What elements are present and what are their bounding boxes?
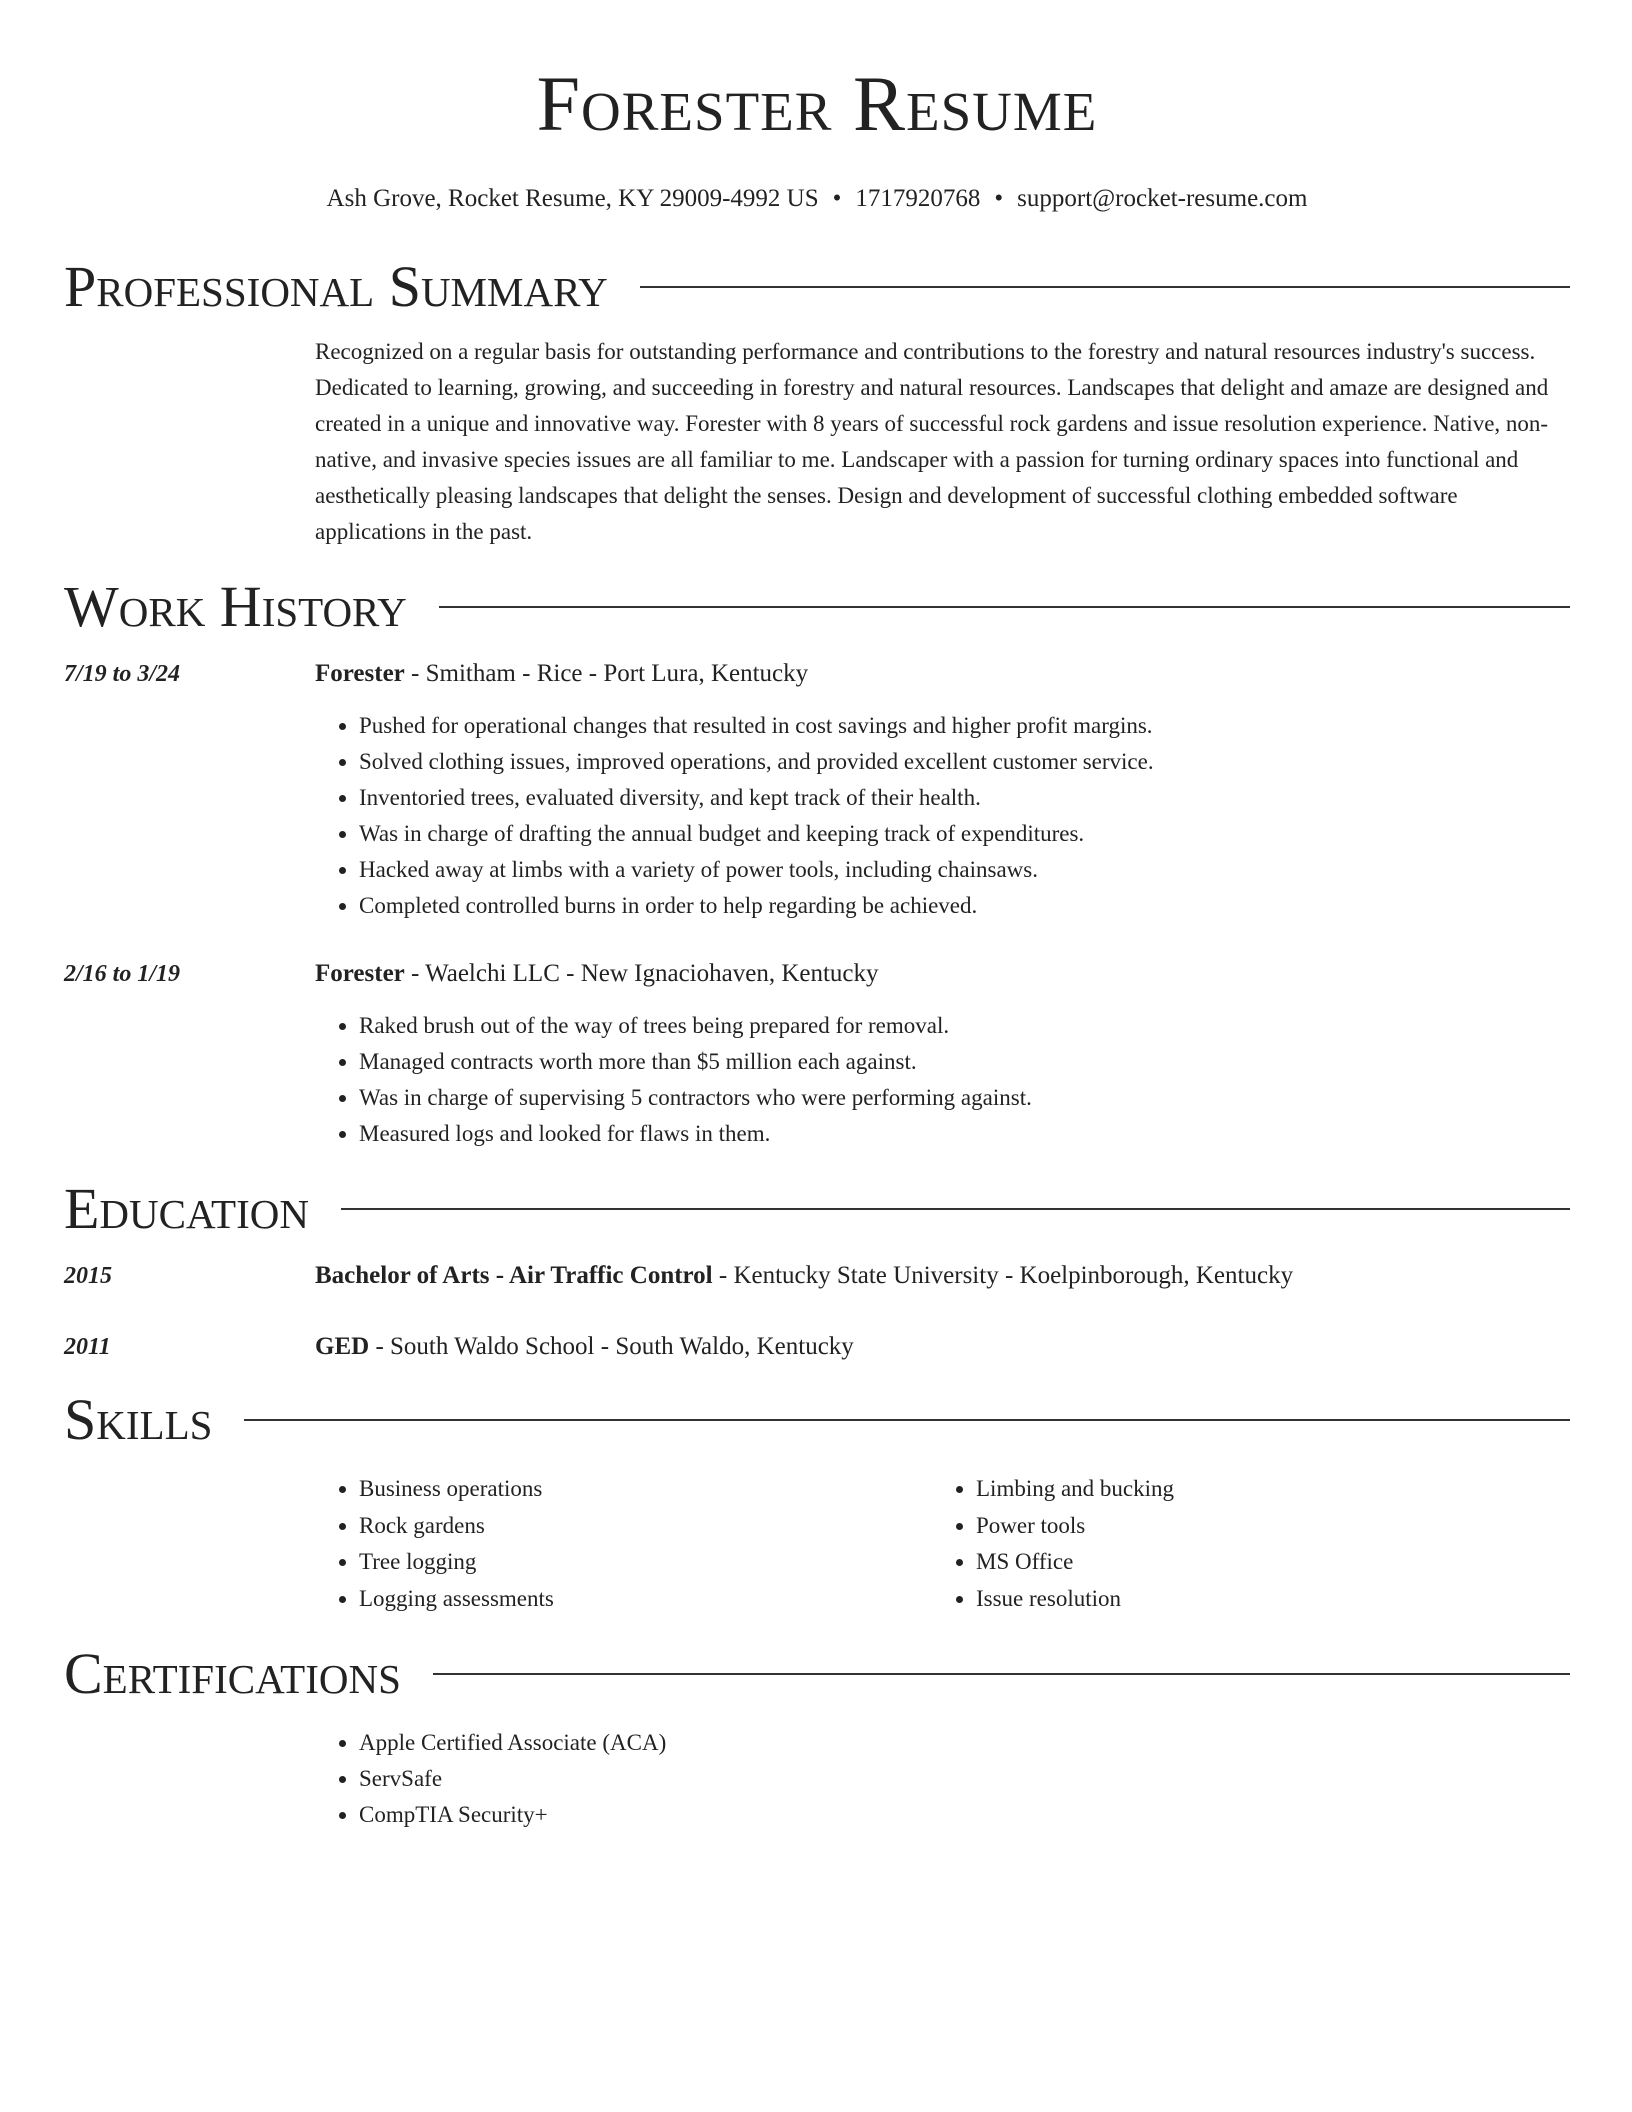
summary-text: Recognized on a regular basis for outstanding performance and contributions to the forestry and natural resources industry's success. Dedicated to learning, growing, and succeeding in forestry and natural resources. Landscapes that delight and amaze are designed and created in a unique and innovative way. Forester with 8 years of successful rock gardens and issue resolution experience. Native, non-native, and invasive species issues are all familiar to me. Landscaper with a passion for turning ordinary spaces into functional and aesthetically pleasing landscapes that delight the senses. Design and development of successful clothing embedded software applications in the past. (315, 339, 1549, 544)
education-degree: GED (315, 1333, 370, 1360)
list-item: • Was in charge of drafting the annual budget and keeping track of expenditures. (359, 816, 1570, 852)
job-entry (64, 656, 1570, 924)
skills-column-left (315, 1471, 932, 1617)
certifications-list (315, 1725, 1570, 1833)
list-item: • Inventoried trees, evaluated diversity, and kept track of their health. (359, 780, 1570, 816)
section-divider (341, 1208, 1570, 1210)
resume-header (64, 0, 1570, 214)
education-title-line (315, 1258, 1570, 1294)
job-dates: 7/19 to 3/24 (64, 661, 181, 687)
contact-separator: • (994, 185, 1004, 212)
education-year: 2011 (64, 1334, 111, 1360)
section-heading (64, 1174, 1570, 1244)
certifications-section (64, 1639, 1570, 1833)
contact-separator: • (832, 185, 842, 212)
contact-line (64, 184, 1570, 214)
summary-section (64, 252, 1570, 550)
section-title-certifications: Certifications (64, 1641, 401, 1706)
job-body (315, 656, 1570, 924)
skills-columns (315, 1471, 1570, 1617)
skills-list-right (932, 1471, 1549, 1617)
job-details: - Smitham - Rice - Port Lura, Kentucky (404, 660, 809, 687)
skills-section (64, 1385, 1570, 1617)
education-degree: Bachelor of Arts - Air Traffic Control (315, 1262, 713, 1289)
job-body (315, 956, 1570, 1152)
job-bullets (315, 1008, 1570, 1152)
list-item: • Was in charge of supervising 5 contractors who were performing against. (359, 1080, 1570, 1116)
education-details: - Kentucky State University - Koelpinborough, Kentucky (712, 1262, 1294, 1289)
contact-address: Ash Grove, Rocket Resume, KY 29009-4992 US (326, 185, 819, 212)
education-body (315, 1329, 1570, 1365)
section-title-summary: Professional Summary (64, 254, 608, 319)
contact-phone: 1717920768 (855, 185, 981, 212)
section-title-education: Education (64, 1176, 309, 1241)
list-item: • Issue resolution (976, 1581, 1549, 1618)
list-item: • Power tools (976, 1508, 1549, 1545)
list-item: • CompTIA Security+ (359, 1797, 1570, 1833)
resume-page (64, 0, 1570, 1833)
list-item: • Measured logs and looked for flaws in them. (359, 1116, 1570, 1152)
section-divider (439, 606, 1570, 608)
education-title-line (315, 1329, 1570, 1365)
education-body (315, 1258, 1570, 1294)
list-item: • Limbing and bucking (976, 1471, 1549, 1508)
list-item: • Logging assessments (359, 1581, 932, 1618)
list-item: • Raked brush out of the way of trees being prepared for removal. (359, 1008, 1570, 1044)
list-item: • Solved clothing issues, improved operations, and provided excellent customer service. (359, 744, 1570, 780)
education-entry (64, 1258, 1570, 1294)
skills-column-right (932, 1471, 1549, 1617)
education-details: - South Waldo School - South Waldo, Kentucky (369, 1333, 854, 1360)
section-heading (64, 572, 1570, 642)
contact-email: support@rocket-resume.com (1017, 185, 1308, 212)
list-item: • Pushed for operational changes that resulted in cost savings and higher profit margins. (359, 708, 1570, 744)
list-item: • Business operations (359, 1471, 932, 1508)
job-bullets (315, 708, 1570, 924)
job-entry (64, 956, 1570, 1152)
section-title-work: Work History (64, 574, 407, 639)
section-heading (64, 1385, 1570, 1455)
list-item: • Rock gardens (359, 1508, 932, 1545)
section-divider (244, 1419, 1570, 1421)
list-item: • Managed contracts worth more than $5 million each against. (359, 1044, 1570, 1080)
list-item: • MS Office (976, 1544, 1549, 1581)
job-role: Forester (315, 960, 405, 987)
education-year: 2015 (64, 1263, 112, 1289)
section-divider (640, 286, 1570, 288)
education-entry (64, 1329, 1570, 1365)
section-heading (64, 252, 1570, 322)
job-title-line (315, 956, 1570, 992)
work-section (64, 572, 1570, 1152)
section-heading (64, 1639, 1570, 1709)
job-dates: 2/16 to 1/19 (64, 961, 181, 987)
list-item: • Hacked away at limbs with a variety of power tools, including chainsaws. (359, 852, 1570, 888)
job-title-line (315, 656, 1570, 692)
section-divider (433, 1673, 1570, 1675)
list-item: • Completed controlled burns in order to help regarding be achieved. (359, 888, 1570, 924)
section-title-skills: Skills (64, 1387, 213, 1452)
list-item: • Apple Certified Associate (ACA) (359, 1725, 1570, 1761)
job-role: Forester (315, 660, 405, 687)
list-item: • Tree logging (359, 1544, 932, 1581)
list-item: • ServSafe (359, 1761, 1570, 1797)
job-details: - Waelchi LLC - New Ignaciohaven, Kentucky (404, 960, 879, 987)
education-section (64, 1174, 1570, 1365)
resume-name: Forester Resume (536, 60, 1098, 147)
certifications-list-wrap (315, 1725, 1570, 1833)
skills-list-left (315, 1471, 932, 1617)
